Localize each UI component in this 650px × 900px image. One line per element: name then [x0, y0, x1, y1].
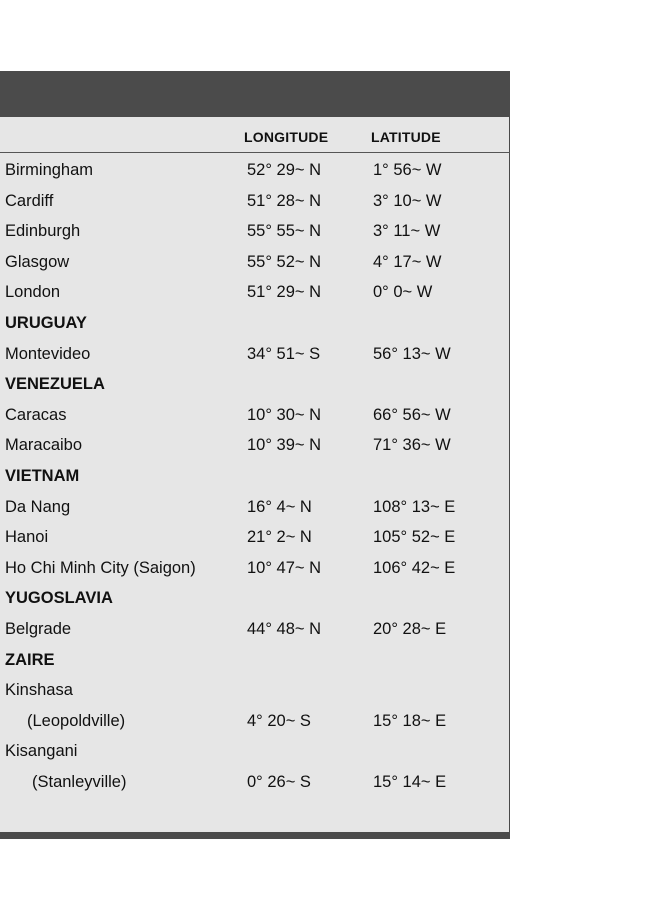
longitude-cell: 21° 2~ N — [247, 528, 312, 547]
latitude-cell: 71° 36~ W — [373, 436, 451, 455]
longitude-cell: 34° 51~ S — [247, 344, 321, 363]
longitude-cell: 0° 26~ S — [247, 772, 311, 791]
table-row — [0, 614, 510, 645]
latitude-cell: 105° 52~ E — [373, 528, 456, 547]
city-name: Belgrade — [5, 619, 72, 638]
table-top-bar — [0, 71, 510, 117]
country-name: ZAIRE — [5, 650, 55, 669]
latitude-cell: 106° 42~ E — [373, 558, 456, 577]
longitude-cell: 10° 39~ N — [247, 436, 322, 455]
country-heading-row — [0, 645, 510, 676]
table-row — [0, 492, 510, 523]
longitude-cell: 16° 4~ N — [247, 497, 312, 516]
longitude-cell: 4° 20~ S — [247, 711, 311, 730]
city-name: Maracaibo — [5, 436, 83, 455]
longitude-cell: 44° 48~ N — [247, 619, 322, 638]
table-row — [0, 339, 510, 370]
table-row — [0, 675, 510, 706]
table-row — [0, 553, 510, 584]
city-name: Montevideo — [5, 344, 91, 363]
longitude-cell: 51° 28~ N — [247, 191, 322, 210]
latitude-cell: 4° 17~ W — [373, 252, 442, 271]
longitude-cell: 55° 55~ N — [247, 222, 322, 241]
table-row — [0, 430, 510, 461]
latitude-cell: 0° 0~ W — [373, 283, 433, 302]
table-row — [0, 277, 510, 308]
country-heading-row — [0, 369, 510, 400]
city-name: Ho Chi Minh City (Saigon) — [5, 558, 196, 577]
latitude-cell: 108° 13~ E — [373, 497, 456, 516]
city-name: Glasgow — [5, 252, 70, 271]
country-name: URUGUAY — [5, 313, 87, 332]
city-name: Kisangani — [5, 742, 78, 761]
table-row — [0, 155, 510, 186]
table-row — [0, 186, 510, 217]
table-row — [0, 736, 510, 767]
latitude-cell: 56° 13~ W — [373, 344, 451, 363]
latitude-cell: 15° 14~ E — [373, 772, 447, 791]
country-name: VENEZUELA — [5, 375, 105, 394]
longitude-cell: 52° 29~ N — [247, 161, 322, 179]
table-row — [0, 706, 510, 737]
city-name: Hanoi — [5, 528, 49, 547]
longitude-cell: 51° 29~ N — [247, 283, 322, 302]
latitude-cell: 20° 28~ E — [373, 619, 447, 638]
table-row — [0, 522, 510, 553]
table-row — [0, 247, 510, 278]
city-name: London — [5, 283, 61, 302]
country-name: VIETNAM — [5, 466, 80, 485]
country-heading-row — [0, 308, 510, 339]
longitude-cell: 10° 47~ N — [247, 558, 322, 577]
city-name: Caracas — [5, 405, 67, 424]
latitude-column-header: LATITUDE — [371, 129, 441, 145]
latitude-cell: 1° 56~ W — [373, 161, 442, 179]
country-name: YUGOSLAVIA — [5, 589, 113, 608]
country-heading-row — [0, 461, 510, 492]
table-header-row — [0, 117, 510, 153]
city-name: Edinburgh — [5, 222, 81, 241]
city-name: Cardiff — [5, 191, 54, 210]
city-name: (Leopoldville) — [27, 711, 126, 730]
longitude-column-header: LONGITUDE — [244, 129, 329, 145]
latitude-cell: 3° 11~ W — [373, 222, 441, 241]
table-row — [0, 400, 510, 431]
longitude-cell: 55° 52~ N — [247, 252, 322, 271]
latitude-cell: 66° 56~ W — [373, 405, 451, 424]
city-name: Da Nang — [5, 497, 71, 516]
latitude-cell: 3° 10~ W — [373, 191, 442, 210]
city-name: (Stanleyville) — [32, 772, 127, 791]
table-body — [0, 155, 510, 797]
coordinates-table-panel — [0, 71, 510, 839]
city-name: Kinshasa — [5, 681, 73, 700]
table-bottom-bar — [0, 832, 510, 839]
table-row — [0, 216, 510, 247]
city-name: Birmingham — [5, 161, 94, 179]
latitude-cell: 15° 18~ E — [373, 711, 447, 730]
table-row — [0, 767, 510, 798]
longitude-cell: 10° 30~ N — [247, 405, 322, 424]
country-heading-row — [0, 583, 510, 614]
